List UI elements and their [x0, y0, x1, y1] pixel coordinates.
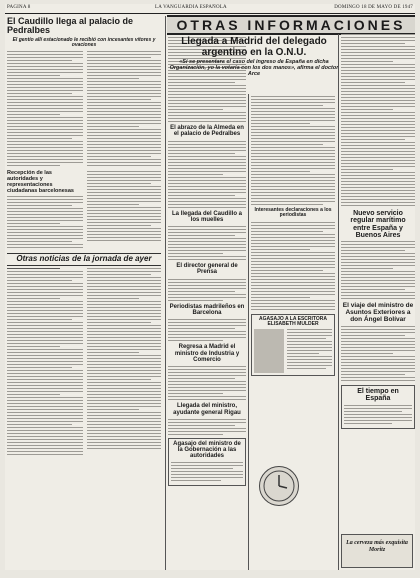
interview-title: Interesantes declaraciones a los periodistas	[254, 207, 332, 219]
reception-body-b	[87, 171, 161, 250]
middle-column	[168, 34, 246, 570]
agasajo-title: Agasajo del ministro de la Gobernación a las autoridades	[173, 440, 241, 460]
mulder-box	[251, 314, 335, 377]
header-rule	[5, 13, 415, 14]
arce-body-top	[251, 96, 335, 205]
weather-body	[344, 405, 412, 424]
caudillo-headline: El Caudillo llega al palacio de Pedralbes	[7, 16, 134, 36]
mulder-body	[287, 329, 332, 373]
exteriores-title: El viaje del ministro de Asuntos Exteriores a don Ángel Bolívar	[342, 302, 414, 323]
column-divider-3	[338, 34, 339, 570]
newspaper-page	[5, 4, 415, 570]
mulder-portrait	[254, 329, 284, 373]
page-number: PAGINA 8	[7, 5, 31, 10]
industria-title: Regresa a Madrid el ministro de Industria y Comercio	[174, 344, 240, 363]
almeda-body	[168, 141, 246, 208]
section-banner	[167, 15, 415, 35]
column-divider-2	[248, 94, 249, 570]
weather-title: El tiempo en España	[357, 387, 399, 403]
caudillo-subhead: El gentío allí estacionado le recibió con incesantes vítores y ovaciones	[12, 36, 156, 49]
reception-body	[7, 196, 83, 248]
left-column	[5, 16, 163, 570]
mulder-title: AGASAJO A LA ESCRITORA ELISABETH MULDER	[259, 315, 327, 327]
agasajo-box	[168, 438, 246, 486]
issue-date: DOMINGO 18 DE MAYO DE 1947	[334, 5, 413, 10]
paper-title: LA VANGUARDIA ESPAÑOLA	[155, 5, 227, 10]
section-banner-title: OTRAS INFORMACIONES	[176, 17, 406, 33]
column-divider	[165, 16, 166, 570]
far-right-column	[341, 34, 415, 570]
other-news-title: Otras noticias de la jornada de ayer	[16, 254, 152, 264]
weather-box	[341, 385, 415, 429]
rigau-title: Llegada del ministro, ayudante general Rigau	[173, 403, 241, 416]
main-article-head	[169, 36, 339, 96]
maritime-body	[341, 241, 415, 299]
muelles-title: La llegada del Caudillo a los muelles	[171, 210, 243, 223]
prensa-body	[168, 279, 246, 301]
prensa-title: El director general de Prensa	[176, 263, 238, 276]
beer-advertisement	[341, 534, 413, 568]
ad-text: La cerveza más exquisita Moritz	[346, 540, 408, 554]
arce-article	[251, 96, 335, 570]
page-header	[5, 4, 415, 13]
periodistas-title: Periodistas madrileños en Barcelona	[169, 303, 245, 317]
caudillo-body-b	[87, 51, 161, 168]
almeda-title: El abrazo de la Almeda en el palacio de Pedralbes	[170, 125, 244, 138]
other-news-body-b	[87, 268, 161, 457]
periodistas-body	[168, 319, 246, 341]
reception-title: Recepción de las autoridades y representaciones ciudadanas barcelonesas	[7, 170, 74, 194]
caudillo-body-a	[7, 51, 83, 168]
other-news-body-a	[7, 268, 83, 457]
main-subhead: «Si se presentara el caso del ingreso de España en dicha Organización, yo la votaría con los dos manos», afirma el doctor Arce	[169, 59, 339, 77]
industria-body	[168, 366, 246, 400]
agasajo-body	[171, 462, 243, 481]
muelles-body	[168, 226, 246, 260]
maritime-title: Nuevo servicio regular marítimo entre España y Buenos Aires	[350, 210, 406, 240]
arce-body-mid	[251, 222, 335, 310]
main-headline: Llegada a Madrid del delegado argentino en la O.N.U.	[181, 36, 327, 58]
clock-illustration	[259, 466, 299, 506]
rigau-body	[168, 419, 246, 435]
right-body-top	[341, 34, 415, 206]
exteriores-body	[341, 326, 415, 381]
